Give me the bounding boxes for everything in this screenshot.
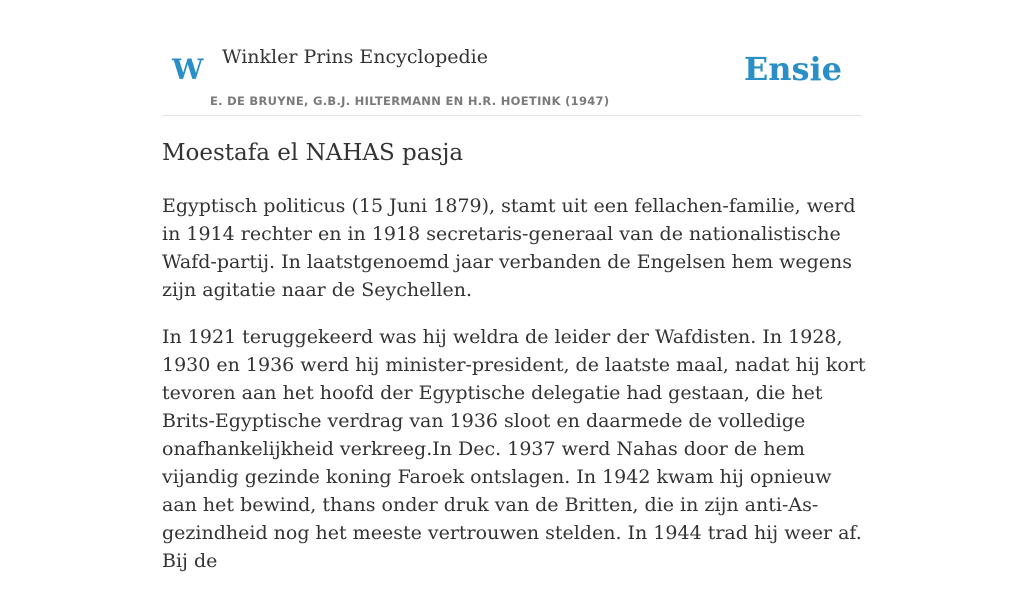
article-body [162, 192, 867, 594]
book-authors: E. DE BRUYNE, G.B.J. HILTERMANN EN H.R. HOETINK (1947) [210, 94, 610, 108]
article-title: Moestafa el NAHAS pasja [162, 140, 464, 166]
article-paragraph: Egyptisch politicus (15 Juni 1879), stamt uit een fellachen-familie, werd in 1914 rechter en in 1918 secretaris-generaal van de nationalistische Wafd-partij. In laatstgenoemd jaar verbanden de Engelsen hem wegens zijn agitatie naar de Seychellen. [162, 195, 856, 301]
ensie-logo[interactable]: Ensie [743, 50, 842, 88]
header [162, 40, 862, 116]
encyclopedia-logo[interactable]: W [172, 53, 204, 86]
book-title[interactable]: Winkler Prins Encyclopedie [222, 46, 488, 68]
article-paragraph: In 1921 teruggekeerd was hij weldra de leider der Wafdisten. In 1928, 1930 en 1936 werd hij minister-president, de laatste maal, nadat hij kort tevoren aan het hoofd der Egyptische delegatie had gestaan, die het Brits-Egyptische verdrag van 1936 sloot en daarmede de volledige onafhankelijkheid verkreeg.In Dec. 1937 werd Nahas door de hem vijandig gezinde koning Faroek ontslagen. In 1942 kwam hij opnieuw aan het bewind, thans onder druk van de Britten, die in zijn anti-As-gezindheid nog het meeste vertrouwen stelden. In 1944 trad hij weer af. Bij de [162, 326, 866, 572]
